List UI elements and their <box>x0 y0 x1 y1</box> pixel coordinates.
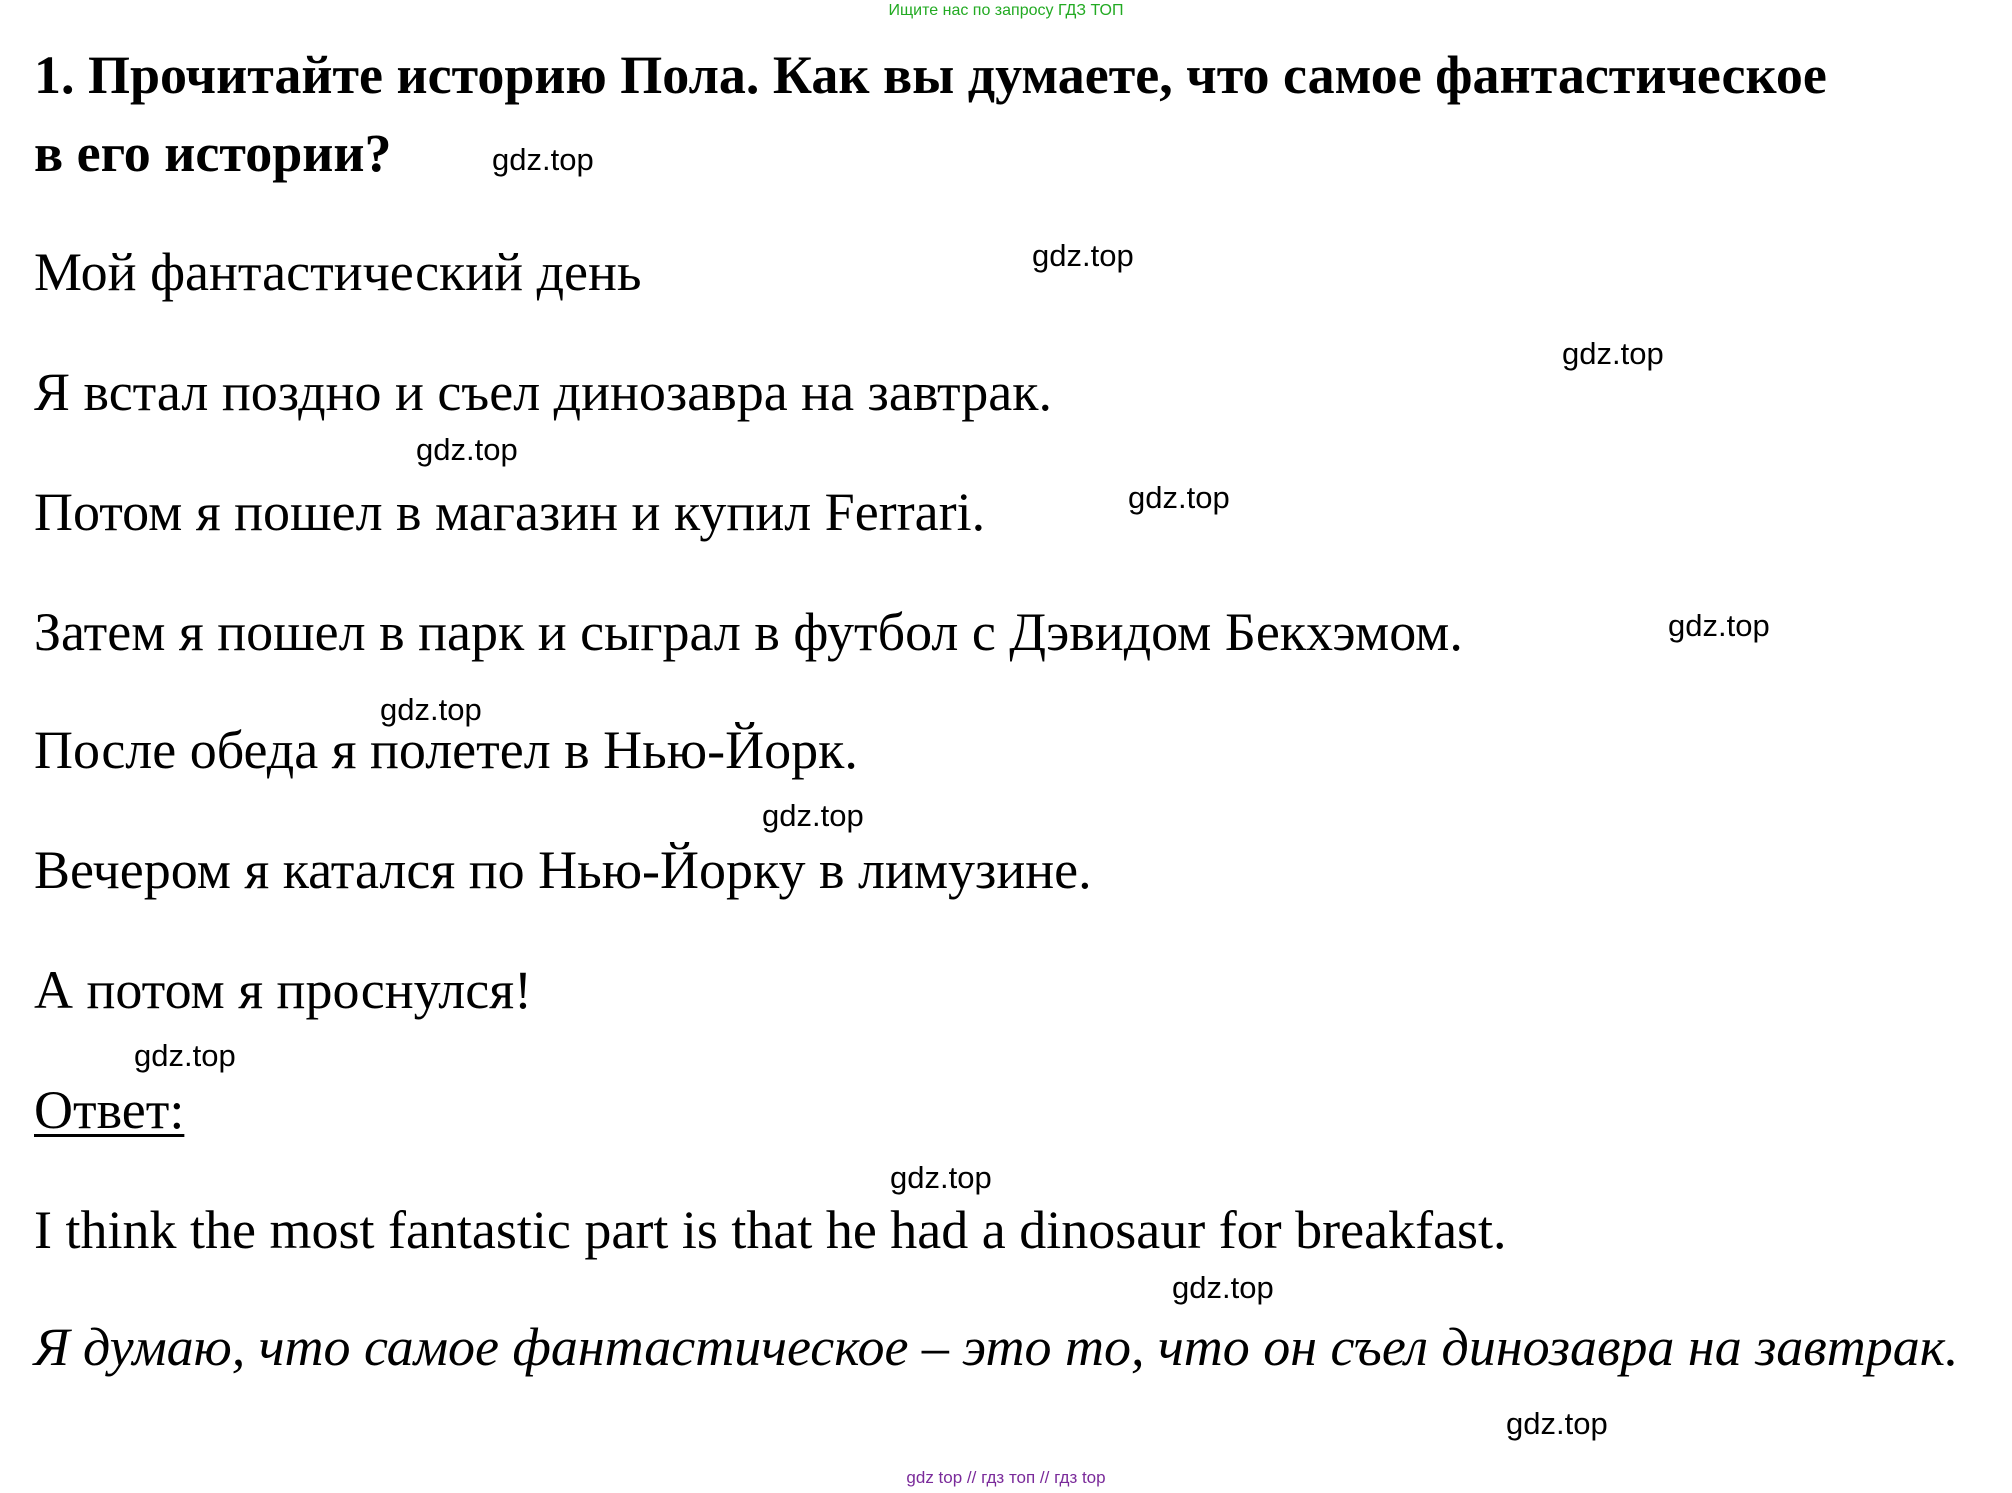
watermark: gdz.top <box>492 142 594 177</box>
story-line: А потом я проснулся! <box>34 960 533 1020</box>
bottom-banner: gdz top // гдз топ // гдз top <box>906 1468 1106 1487</box>
story-line: После обеда я полетел в Нью-Йорк. <box>34 720 858 780</box>
answer-label: Ответ: <box>34 1080 185 1140</box>
answer-russian: Я думаю, что самое фантастическое – это то, что он съел динозавра на завтрак. <box>34 1317 1959 1377</box>
story-line: Потом я пошел в магазин и купил Ferrari. <box>34 482 986 542</box>
watermark: gdz.top <box>416 432 518 467</box>
story-line: Вечером я катался по Нью-Йорку в лимузине. <box>34 840 1092 900</box>
top-banner: Ищите нас по запросу ГДЗ ТОП <box>888 2 1124 19</box>
watermark: gdz.top <box>380 692 482 727</box>
task-heading-line-1: 1. Прочитайте историю Пола. Как вы думаете, что самое фантастическое <box>34 45 1827 105</box>
watermark: gdz.top <box>1506 1406 1608 1441</box>
watermark: gdz.top <box>1128 480 1230 515</box>
watermark: gdz.top <box>1562 336 1664 371</box>
task-heading-line-2: в его истории? <box>34 123 392 183</box>
watermark: gdz.top <box>134 1038 236 1073</box>
story-title: Мой фантастический день <box>34 242 642 302</box>
watermark: gdz.top <box>762 798 864 833</box>
answer-english: I think the most fantastic part is that he had a dinosaur for breakfast. <box>34 1200 1507 1260</box>
watermark: gdz.top <box>1032 238 1134 273</box>
story-line: Затем я пошел в парк и сыграл в футбол с Дэвидом Бекхэмом. <box>34 602 1463 662</box>
watermark: gdz.top <box>890 1160 992 1195</box>
story-line: Я встал поздно и съел динозавра на завтрак. <box>34 362 1052 422</box>
watermark: gdz.top <box>1172 1270 1274 1305</box>
watermark: gdz.top <box>1668 608 1770 643</box>
